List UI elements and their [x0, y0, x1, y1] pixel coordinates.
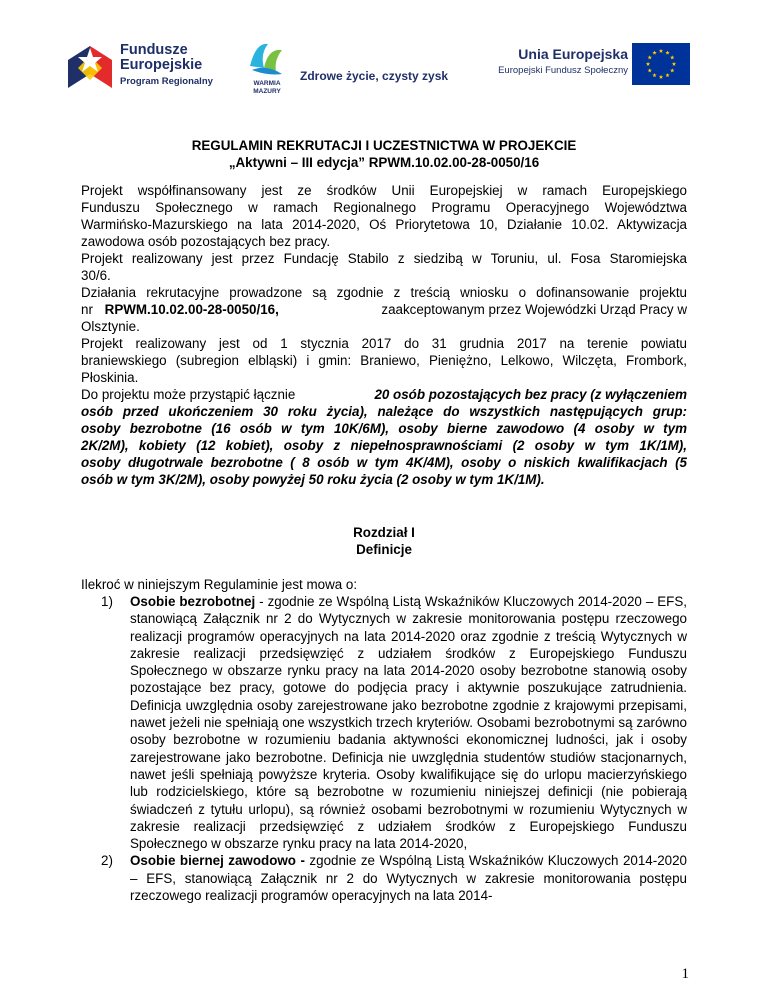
svg-text:MAZURY: MAZURY: [253, 88, 281, 95]
fe-star-icon: [68, 42, 112, 88]
paragraph-line: Projekt realizowany jest przez Fundację Stabilo z siedzibą w Toruniu, ul. Fosa Staromiejska: [81, 251, 687, 266]
paragraph-line-with-emphasis: [81, 386, 687, 403]
definitions-intro: Ilekroć w niniejszym Regulaminie jest mowa o:: [81, 577, 358, 592]
paragraph-fragment: Do projektu może przystąpić łącznie: [81, 387, 296, 402]
paragraph-line: Płoskinia.: [81, 370, 139, 385]
paragraph-line: Projekt realizowany jest od 1 stycznia 2017 do 31 grudnia 2017 na terenie powiatu: [81, 336, 687, 351]
warmia-mazury-mark-icon: [246, 38, 288, 96]
fe-logo-line1: Fundusze: [120, 42, 188, 58]
emphasis-line: 2K/2M), kobiety (12 kobiet), osoby z niepełnosprawnościami (2 osoby w tym 1K/1M),: [81, 438, 687, 453]
project-number: RPWM.10.02.00-28-0050/16,: [104, 302, 279, 317]
paragraph-fragment: zaakceptowanym przez Wojewódzki Urząd Pracy w: [381, 302, 687, 317]
list-item-number: 1): [101, 594, 113, 609]
paragraph-line: 30/6.: [81, 268, 111, 283]
emphasis-line: osób w tym 3K/2M), osoby powyżej 50 roku życia (2 osoby w tym 1K/1M).: [81, 472, 545, 487]
definition-term: Osobie biernej zawodowo -: [130, 853, 305, 869]
paragraph-fragment: nr: [81, 302, 93, 317]
paragraph-line: Funduszu Społecznego w ramach Regionalnego Programu Operacyjnego Województwa: [81, 200, 687, 215]
document-subtitle: „Aktywni – III edycja” RPWM.10.02.00-28-0050/16: [228, 155, 540, 170]
paragraph-line: Projekt współfinansowany jest ze środków Unii Europejskiej w ramach Europejskiego: [81, 183, 687, 198]
chapter-number: Rozdział I: [353, 525, 415, 540]
fe-logo-line2: Europejskie: [120, 57, 203, 73]
ue-logo-line1: Unia Europejska: [518, 46, 628, 62]
list-item-number: 2): [101, 853, 113, 869]
list-item: [81, 852, 687, 904]
fe-logo-line3: Program Regionalny: [120, 76, 213, 87]
warmia-mazury-logo: [246, 38, 496, 98]
page-number: 1: [681, 966, 689, 982]
list-item: [81, 593, 687, 852]
emphasis-fragment: 20 osób pozostających bez pracy (z wyłączeniem: [374, 387, 687, 402]
svg-text:WARMIA: WARMIA: [253, 80, 281, 87]
paragraph-line: Działania rekrutacyjne prowadzone są zgodnie z treścią wniosku o dofinansowanie projektu: [81, 285, 687, 300]
paragraph-line-with-project-number: [81, 301, 687, 318]
chapter-title: Definicje: [356, 542, 412, 557]
definition-term: Osobie bezrobotnej: [130, 594, 256, 609]
emphasis-line: osoby bezrobotne (16 osób w tym 10K/6M), osoby bierne zawodowo (4 osoby w tym: [81, 421, 687, 436]
definitions-list: [81, 593, 687, 904]
definition-text: zgodnie ze Wspólną Listą Wskaźników Kluczowych 2014-2020 – EFS, stanowiącą Załącznik nr 2 do Wytycznych w zakresie monitorowania postępu rzeczowego realizacji programów operacyjnych na lata 2014-: [130, 853, 687, 904]
paragraph-line: Olsztynie.: [81, 319, 140, 334]
wm-slogan: Zdrowe życie, czysty zysk: [300, 69, 449, 83]
paragraph-line: zawodowa osób pozostających bez pracy.: [81, 234, 331, 249]
paragraph-line: Warmińsko-Mazurskiego na lata 2014-2020, Oś Priorytetowa 10, Działanie 10.02. Aktywizacja: [81, 217, 687, 232]
fundusze-europejskie-logo: [68, 40, 248, 92]
emphasis-line: osób przed ukończeniem 30 roku życia), należące do wszystkich następujących grup:: [81, 404, 687, 419]
unia-europejska-logo: [478, 43, 690, 91]
paragraph-line: braniewskiego (subregion elbląski) i gmin: Braniewo, Pieniężno, Lelkowo, Wilczęta, Frombork,: [81, 353, 687, 368]
emphasis-line: osoby długotrwale bezrobotne ( 8 osób w tym 4K/4M), osoby o niskich kwalifikacjach (5: [81, 455, 687, 470]
eu-flag-icon: [632, 43, 690, 85]
document-title: REGULAMIN REKRUTACJI I UCZESTNICTWA W PROJEKCIE: [191, 138, 577, 153]
definition-text: - zgodnie ze Wspólną Listą Wskaźników Kluczowych 2014-2020 – EFS, stanowiącą Załącznik nr 2 do Wytycznych w zakresie monitorowania postępu rzeczowego realizacji programów operacyjnych na lata 2014-2020 oraz zgodnie z treścią Wytycznych w zakresie realizacji przedsięwzięć z udziałem środków z Europejskiego Funduszu Społecznego w obszarze rynku pracy na lata 2014-2020 osoby bezrobotne stanowią osoby pozostające bez pracy, gotowe do podjęcia pracy i aktywnie poszukujące zatrudnienia. Definicja uwzględnia osoby zarejestrowane jako bezrobotne zgodnie z krajowymi przepisami, nawet jeżeli nie spełniają one wszystkich trzech kryteriów. Osobami bezrobotnymi są zarówno osoby bezrobotne w rozumieniu badania aktywności ekonomicznej ludności, jak i osoby zarejestrowane jako bezrobotne. Definicja nie uwzględnia studentów studiów stacjonarnych, nawet jeśli spełniają powyższe kryteria. Osoby kwalifikujące się do urlopu macierzyńskiego lub rodzicielskiego, które są bezrobotne w rozumieniu niniejszej definicji (nie pobierają świadczeń z tytułu urlopu), są również osobami bezrobotnymi w rozumieniu Wytycznych w zakresie realizacji przedsięwzięć z udziałem środków z Europejskiego Funduszu Społecznego w obszarze rynku pracy na lata 2014-2020,: [130, 594, 687, 852]
ue-logo-line2: Europejski Fundusz Społeczny: [498, 65, 628, 76]
